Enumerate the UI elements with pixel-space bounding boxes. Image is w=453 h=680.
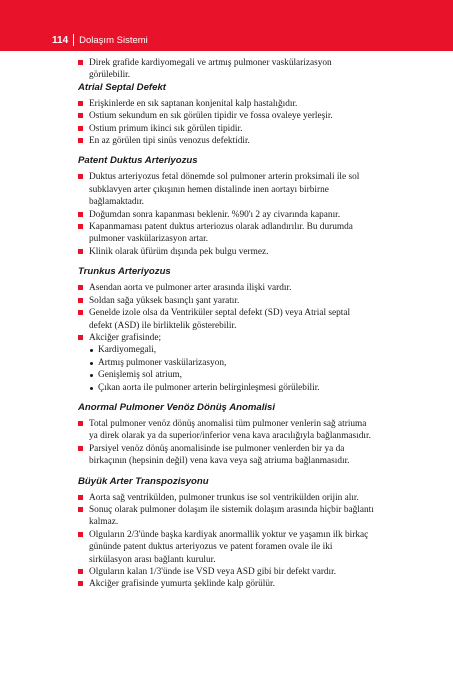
section-heading: Anormal Pulmoner Venöz Dönüş Anomalisi (78, 401, 276, 413)
red-square-bullet-icon (78, 249, 83, 254)
red-square-bullet-icon (78, 421, 83, 426)
red-square-bullet-icon (78, 285, 83, 290)
red-square-bullet-icon (78, 101, 83, 106)
list-item-text: Olguların kalan 1/3'ünde ise VSD veya ASD gibi bir defekt vardır. (89, 567, 337, 577)
list-item (78, 578, 374, 590)
red-square-bullet-icon (78, 507, 83, 512)
red-square-bullet-icon (78, 60, 83, 65)
sub-list-item (78, 369, 374, 381)
list-item-text: En az görülen tipi sinüs venozus defektidir. (89, 136, 250, 147)
list-item-text: Total pulmoner venöz dönüş anomalisi tüm pulmoner venlerin sağ atriuma ya direk olarak ya da superior/inferior vena kava aracılığıyla bağlanmasıdır. (89, 418, 371, 442)
list-item-text: Kapanmaması patent duktus arteriozus olarak adlandırılır. Bu durumda pulmoner vaskülarizasyon artar. (89, 222, 353, 245)
sections-container (78, 82, 374, 591)
list-item-text: Doğumdan sonra kapanması beklenir. %90'ı 2 ay civarında kapanır. (89, 209, 341, 220)
header-bar (0, 0, 453, 51)
page-number: 114 (52, 34, 69, 46)
red-square-bullet-icon (78, 126, 83, 131)
list-item-text: Ostium sekundum en sık görülen tipidir ve fossa ovaleye yerleşir. (89, 111, 333, 122)
red-square-bullet-icon (78, 335, 83, 340)
chapter-title: Dolaşım Sistemi (79, 34, 148, 46)
list-item (78, 246, 374, 258)
list-item (78, 123, 374, 135)
red-square-bullet-icon (78, 495, 83, 500)
red-square-bullet-icon (78, 174, 83, 179)
running-header (52, 33, 148, 47)
red-square-bullet-icon (78, 569, 83, 574)
list-item (78, 295, 374, 307)
section (78, 476, 374, 591)
list-item-text: Sonuç olarak pulmoner dolaşım ile sistemik dolaşım arasında hiçbir bağlantı kalmaz. (89, 504, 374, 528)
red-square-bullet-icon (78, 298, 83, 303)
list-item (78, 98, 374, 110)
section-heading: Patent Duktus Arteriyozus (78, 155, 198, 167)
list-item (78, 110, 374, 122)
round-bullet-icon (90, 349, 93, 352)
red-square-bullet-icon (78, 113, 83, 118)
list-item (78, 307, 374, 332)
list-item-text: Erişkinlerde en sık saptanan konjenital kalp hastalığıdır. (89, 98, 298, 109)
list-item (78, 566, 374, 578)
section-heading: Trunkus Arteriyozus (78, 266, 171, 278)
list-item (78, 282, 374, 294)
intro-list (78, 57, 374, 82)
header-divider (73, 34, 74, 46)
section (78, 155, 374, 258)
sub-list-item-text: Artmış pulmoner vaskülarizasyon, (98, 357, 227, 368)
round-bullet-icon (90, 387, 93, 390)
sub-list-item (78, 382, 374, 394)
red-square-bullet-icon (78, 224, 83, 229)
list-item-text: Akciğer grafisinde yumurta şeklinde kalp görülür. (89, 579, 275, 590)
sub-list-item (78, 344, 374, 356)
round-bullet-icon (90, 362, 93, 365)
list-item-text: Parsiyel venöz dönüş anomalisinde ise pulmoner venlerden bir ya da birkaçının (hepsinin değil) vena kava veya sağ atriuma bağlanmasıdır. (89, 443, 350, 467)
section (78, 402, 374, 468)
list-item (78, 135, 374, 147)
sub-list-item-text: Kardiyomegali, (98, 345, 157, 356)
sub-list-item-text: Çıkan aorta ile pulmoner arterin belirginleşmesi görülebilir. (98, 382, 320, 393)
list-item (78, 418, 374, 443)
red-square-bullet-icon (78, 446, 83, 451)
list-item (78, 171, 374, 208)
section (78, 266, 374, 394)
list-item (78, 529, 374, 566)
round-bullet-icon (90, 374, 93, 377)
section (78, 82, 374, 148)
list-item (78, 443, 374, 468)
list-item-text: Direk grafide kardiyomegali ve artmış pulmoner vaskülarizasyon görülebilir. (89, 58, 332, 81)
list-item (78, 57, 374, 82)
list-item-text: Asendan aorta ve pulmoner arter arasında ilişki vardır. (89, 283, 292, 294)
sub-list-item-text: Genişlemiş sol atrium, (98, 370, 182, 381)
list-item-text: Aorta sağ ventrikülden, pulmoner trunkus ise sol ventrikülden orijin alır. (89, 492, 359, 503)
list-item (78, 209, 374, 221)
list-item (78, 221, 374, 246)
red-square-bullet-icon (78, 138, 83, 143)
page-content (78, 57, 374, 591)
red-square-bullet-icon (78, 581, 83, 586)
list-item (78, 492, 374, 504)
red-square-bullet-icon (78, 310, 83, 315)
list-item (78, 504, 374, 529)
red-square-bullet-icon (78, 532, 83, 537)
red-square-bullet-icon (78, 212, 83, 217)
section-heading: Atrial Septal Defekt (78, 81, 166, 93)
list-item-text: Duktus arteriyozus fetal dönemde sol pulmoner arterin proksimali ile sol subklavyen arter çıkışının hemen distalinde inen aortayı birbirne bağlamaktadır. (89, 172, 360, 208)
list-item (78, 332, 374, 344)
list-item-text: Ostium primum ikinci sık görülen tipidir. (89, 123, 243, 134)
list-item-text: Akciğer grafisinde; (89, 332, 162, 343)
section-heading: Büyük Arter Transpozisyonu (78, 475, 209, 487)
sub-list-item (78, 357, 374, 369)
list-item-text: Olguların 2/3'ünde başka kardiyak anormallik yoktur ve yaşamın ilk birkaç gününde patent duktus arteriyozus ve patent foramen ovale ile iki sirkülasyon arası bağlantı kurulur. (89, 529, 369, 565)
list-item-text: Soldan sağa yüksek basınçlı şant yaratır. (89, 295, 240, 306)
list-item-text: Klinik olarak üfürüm dışında pek bulgu vermez. (89, 246, 269, 257)
list-item-text: Genelde izole olsa da Ventriküler septal defekt (SD) veya Atrial septal defekt (ASD) ile birliktelik gösterebilir. (89, 308, 351, 331)
